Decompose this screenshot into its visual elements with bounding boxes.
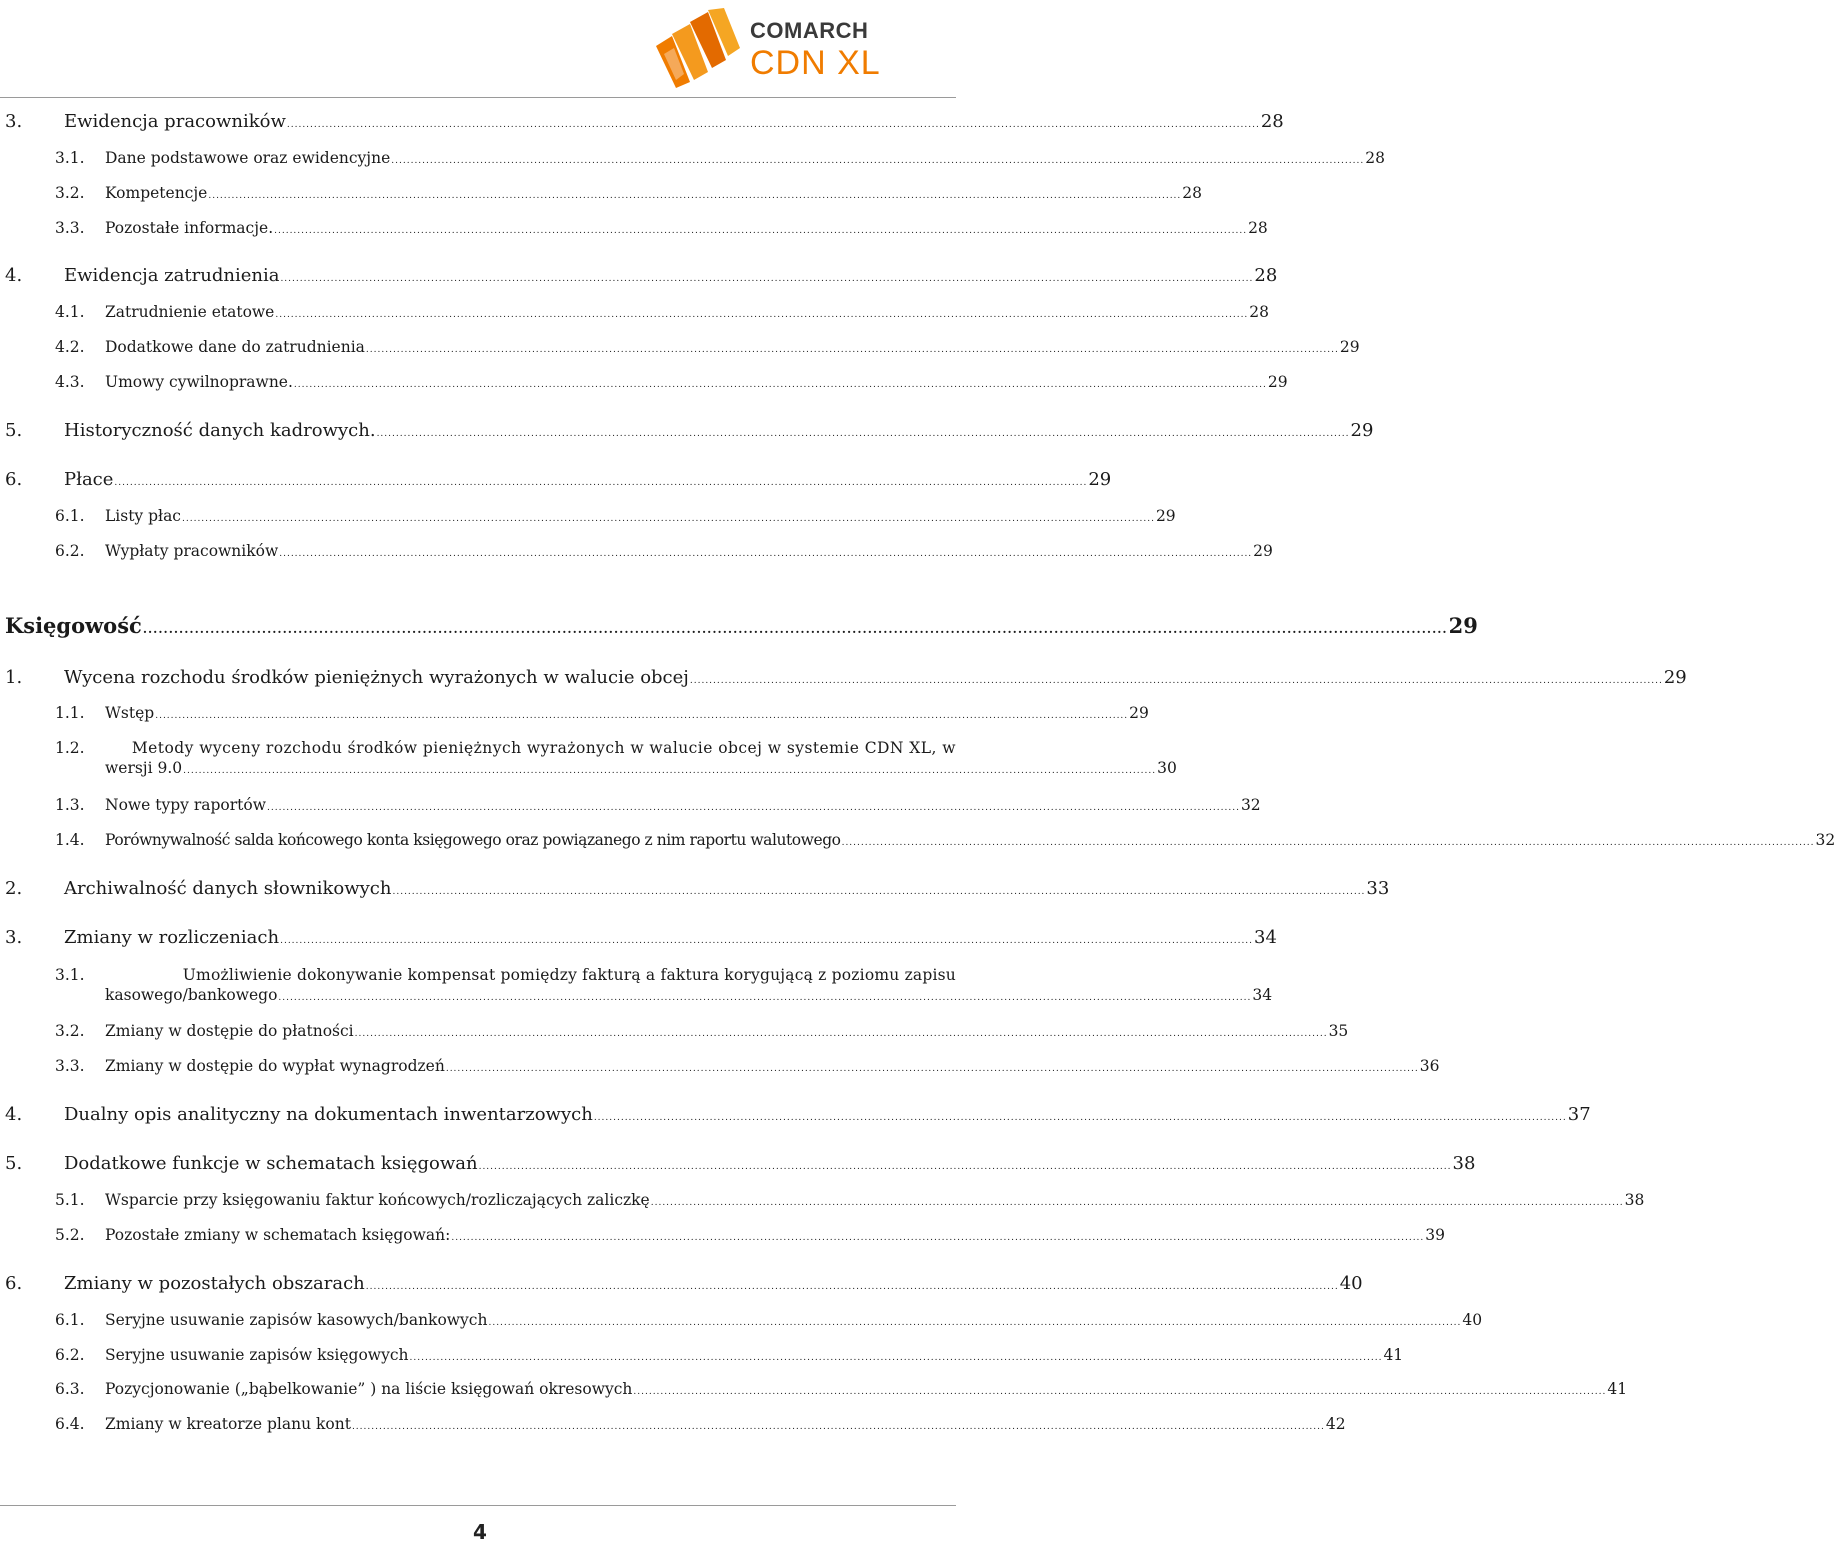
toc-entry-page: 28 bbox=[1249, 303, 1270, 321]
toc-leader-dots: ............................................................................................................................................................................................................................................................ bbox=[650, 1198, 1624, 1208]
toc-entry[interactable] bbox=[55, 184, 1203, 202]
toc-entry-number: 4.1. bbox=[55, 303, 85, 321]
toc-leader-dots: ............................................................................................................................................................................................................................................................ bbox=[114, 478, 1088, 488]
toc-entry-page: 29 bbox=[1339, 338, 1360, 356]
toc-entry[interactable] bbox=[55, 373, 1288, 391]
toc-entry-number: 1.2. bbox=[55, 739, 85, 757]
toc-entry-title: Pozostałe zmiany w schematach księgowań: bbox=[105, 1226, 451, 1244]
toc-entry[interactable] bbox=[5, 1153, 1476, 1174]
toc-entry[interactable] bbox=[55, 1311, 1483, 1329]
toc-leader-dots: ............................................................................................................................................................................................................................................................ bbox=[392, 887, 1366, 897]
toc-entry-page: 28 bbox=[1254, 265, 1278, 286]
toc-entry[interactable] bbox=[55, 338, 1360, 356]
toc-entry-number: 1. bbox=[5, 667, 23, 688]
toc-entry-number: 1.1. bbox=[55, 704, 85, 722]
toc-entry[interactable] bbox=[5, 420, 1374, 441]
toc-entry-number: 3.1. bbox=[55, 149, 85, 167]
toc-entry-title: Seryjne usuwanie zapisów księgowych bbox=[105, 1346, 409, 1364]
toc-entry-title: Zmiany w pozostałych obszarach bbox=[64, 1273, 365, 1294]
header-divider bbox=[0, 97, 956, 98]
toc-leader-dots: ............................................................................................................................................................................................................................................................ bbox=[478, 1162, 1452, 1172]
toc-entry-page: 29 bbox=[1663, 667, 1687, 688]
toc-entry-page: 33 bbox=[1366, 878, 1390, 899]
toc-entry-page: 40 bbox=[1339, 1273, 1363, 1294]
toc-entry[interactable] bbox=[55, 739, 1177, 777]
toc-entry[interactable] bbox=[5, 667, 1687, 688]
toc-entry-title: Pozycjonowanie („bąbelkowanie” ) na liście księgowań okresowych bbox=[105, 1380, 633, 1398]
toc-entry-number: 6. bbox=[5, 1273, 23, 1294]
toc-entry-page: 36 bbox=[1419, 1057, 1440, 1075]
toc-entry[interactable] bbox=[55, 1415, 1346, 1433]
toc-entry[interactable] bbox=[55, 1226, 1446, 1244]
toc-entry-page: 32 bbox=[1815, 831, 1835, 849]
toc-leader-dots: ............................................................................................................................................................................................................................................................ bbox=[280, 274, 1254, 284]
toc-entry-number: 3. bbox=[5, 111, 23, 132]
toc-entry-page: 39 bbox=[1425, 1226, 1446, 1244]
toc-entry[interactable] bbox=[55, 796, 1261, 814]
comarch-cdn-xl-logo bbox=[650, 8, 890, 88]
toc-entry-page: 28 bbox=[1248, 219, 1268, 237]
toc-leader-dots: ............................................................................................................................................................................................................................................................ bbox=[391, 156, 1365, 166]
toc-entry-number: 1.3. bbox=[55, 796, 85, 814]
page-number: 4 bbox=[473, 1520, 487, 1544]
toc-entry-page: 29 bbox=[1088, 469, 1112, 490]
toc-entry[interactable] bbox=[55, 704, 1149, 722]
toc-leader-dots: ............................................................................................................................................................................................................................................................ bbox=[142, 622, 1448, 636]
toc-entry[interactable] bbox=[55, 1380, 1628, 1398]
toc-entry[interactable] bbox=[55, 149, 1385, 167]
toc-entry[interactable] bbox=[5, 469, 1112, 490]
toc-leader-dots: ............................................................................................................................................................................................................................................................ bbox=[445, 1064, 1419, 1074]
toc-entry[interactable] bbox=[55, 1191, 1645, 1209]
toc-leader-dots: ............................................................................................................................................................................................................................................................ bbox=[351, 1422, 1325, 1432]
toc-entry-number: 3.3. bbox=[55, 1057, 85, 1075]
toc-entry[interactable] bbox=[5, 1273, 1363, 1294]
toc-leader-dots: ............................................................................................................................................................................................................................................................ bbox=[279, 549, 1253, 559]
toc-entry-title-continued: kasowego/bankowego bbox=[105, 986, 278, 1004]
toc-entry-title: Kompetencje bbox=[105, 184, 208, 202]
toc-entry[interactable] bbox=[5, 1104, 1591, 1125]
toc-leader-dots: ............................................................................................................................................................................................................................................................ bbox=[182, 514, 1155, 524]
toc-entry-page: 29 bbox=[1448, 613, 1478, 638]
toc-entry-number: 1.4. bbox=[55, 831, 85, 849]
toc-entry-number: 4. bbox=[5, 265, 23, 286]
toc-entry[interactable] bbox=[55, 1022, 1349, 1040]
toc-entry-page: 42 bbox=[1325, 1415, 1346, 1433]
toc-entry-title: Wstęp bbox=[105, 704, 155, 722]
toc-entry-page: 41 bbox=[1383, 1346, 1404, 1364]
toc-leader-dots: ............................................................................................................................................................................................................................................................ bbox=[841, 838, 1815, 848]
toc-entry-title: Nowe typy raportów bbox=[105, 796, 266, 814]
toc-entry-number: 2. bbox=[5, 878, 23, 899]
toc-entry-title: Zmiany w kreatorze planu kont bbox=[105, 1415, 351, 1433]
logo-text-comarch: COMARCH bbox=[750, 18, 869, 43]
toc-leader-dots: ............................................................................................................................................................................................................................................................ bbox=[208, 191, 1182, 201]
toc-leader-dots: ............................................................................................................................................................................................................................................................ bbox=[286, 120, 1260, 130]
toc-entry-page: 29 bbox=[1129, 704, 1149, 722]
toc-entry[interactable] bbox=[55, 303, 1270, 321]
toc-entry-number: 6.4. bbox=[55, 1415, 85, 1433]
toc-part-heading[interactable] bbox=[5, 613, 1478, 638]
toc-entry[interactable] bbox=[55, 831, 1835, 849]
toc-entry[interactable] bbox=[5, 878, 1390, 899]
toc-entry-title: Umowy cywilnoprawne. bbox=[105, 373, 293, 391]
toc-entry-page: 38 bbox=[1452, 1153, 1476, 1174]
toc-entry-number: 4.3. bbox=[55, 373, 85, 391]
toc-entry-title: Listy płac bbox=[105, 507, 181, 525]
toc-entry[interactable] bbox=[5, 265, 1278, 286]
toc-entry-page: 35 bbox=[1328, 1022, 1349, 1040]
toc-entry-page: 28 bbox=[1260, 111, 1284, 132]
toc-entry-page: 40 bbox=[1462, 1311, 1483, 1329]
toc-entry-number: 6.1. bbox=[55, 507, 85, 525]
toc-entry-number: 3. bbox=[5, 927, 23, 948]
toc-entry-number: 3.2. bbox=[55, 184, 85, 202]
toc-entry-title: Seryjne usuwanie zapisów kasowych/bankowych bbox=[105, 1311, 488, 1329]
toc-entry-title: Zmiany w dostępie do wypłat wynagrodzeń bbox=[105, 1057, 445, 1075]
toc-entry-title: Dane podstawowe oraz ewidencyjne bbox=[105, 149, 391, 167]
toc-entry-title: Ewidencja zatrudnienia bbox=[64, 265, 280, 286]
toc-entry-title: Zmiany w dostępie do płatności bbox=[105, 1022, 354, 1040]
toc-entry-page: 41 bbox=[1607, 1380, 1628, 1398]
toc-leader-dots: ............................................................................................................................................................................................................................................................ bbox=[488, 1318, 1462, 1328]
toc-leader-dots: ............................................................................................................................................................................................................................................................ bbox=[280, 936, 1254, 946]
toc-entry-number: 3.3. bbox=[55, 219, 85, 237]
toc-leader-dots: ............................................................................................................................................................................................................................................................ bbox=[633, 1387, 1607, 1397]
toc-leader-dots: ............................................................................................................................................................................................................................................................ bbox=[365, 345, 1339, 355]
toc-entry-number: 3.1. bbox=[55, 966, 85, 984]
toc-entry-title: Porównywalność salda końcowego konta księgowego oraz powiązanego z nim raportu walutowego bbox=[105, 831, 841, 849]
toc-entry[interactable] bbox=[55, 966, 1273, 1004]
toc-entry-page: 34 bbox=[1254, 927, 1277, 948]
toc-entry-number: 6.3. bbox=[55, 1380, 85, 1398]
toc-entry-page: 34 bbox=[1252, 986, 1273, 1004]
toc-leader-dots: ............................................................................................................................................................................................................................................................ bbox=[409, 1353, 1383, 1363]
toc-entry-page: 29 bbox=[1267, 373, 1288, 391]
toc-entry-number: 5. bbox=[5, 1153, 23, 1174]
toc-entry-title: Księgowość bbox=[5, 613, 142, 638]
toc-entry-title: Zatrudnienie etatowe bbox=[105, 303, 275, 321]
toc-entry-number: 6.1. bbox=[55, 1311, 85, 1329]
toc-entry-title: Pozostałe informacje. bbox=[105, 219, 274, 237]
toc-entry-number: 4.2. bbox=[55, 338, 85, 356]
toc-entry-page: 37 bbox=[1567, 1104, 1591, 1125]
toc-entry-number: 5.2. bbox=[55, 1226, 85, 1244]
toc-entry[interactable] bbox=[55, 1346, 1404, 1364]
toc-leader-dots: ............................................................................................................................................................................................................................................................ bbox=[155, 711, 1129, 721]
toc-entry-title: Wypłaty pracowników bbox=[105, 542, 279, 560]
toc-entry-page: 30 bbox=[1157, 759, 1177, 777]
toc-entry-title: Archiwalność danych słownikowych bbox=[64, 878, 392, 899]
toc-entry-number: 5. bbox=[5, 420, 23, 441]
logo-mark-icon bbox=[650, 8, 750, 88]
toc-entry-title: Dualny opis analityczny na dokumentach inwentarzowych bbox=[64, 1104, 593, 1125]
toc-entry[interactable] bbox=[55, 542, 1273, 560]
toc-entry-number: 3.2. bbox=[55, 1022, 85, 1040]
toc-leader-dots: ............................................................................................................................................................................................................................................................ bbox=[451, 1233, 1425, 1243]
toc-entry-title: Dodatkowe funkcje w schematach księgowań bbox=[64, 1153, 478, 1174]
toc-leader-dots: ............................................................................................................................................................................................................................................................ bbox=[293, 380, 1267, 390]
toc-entry-title: Dodatkowe dane do zatrudnienia bbox=[105, 338, 365, 356]
toc-entry[interactable] bbox=[55, 1057, 1440, 1075]
toc-entry-title: Umożliwienie dokonywanie kompensat pomiędzy fakturą a faktura korygującą z poziomu zapisu bbox=[182, 966, 956, 984]
toc-entry[interactable] bbox=[55, 219, 1268, 237]
toc-leader-dots: ............................................................................................................................................................................................................................................................ bbox=[376, 429, 1350, 439]
toc-leader-dots: ............................................................................................................................................................................................................................................................ bbox=[183, 766, 1157, 776]
toc-entry-title: Wsparcie przy księgowaniu faktur końcowych/rozliczających zaliczkę bbox=[105, 1191, 650, 1209]
toc-entry-title-continued: wersji 9.0 bbox=[105, 759, 183, 777]
toc-entry-title: Zmiany w rozliczeniach bbox=[64, 927, 280, 948]
toc-leader-dots: ............................................................................................................................................................................................................................................................ bbox=[267, 803, 1240, 813]
toc-entry-page: 28 bbox=[1182, 184, 1203, 202]
toc-entry-title: Wycena rozchodu środków pieniężnych wyrażonych w walucie obcej bbox=[64, 667, 689, 688]
toc-leader-dots: ............................................................................................................................................................................................................................................................ bbox=[278, 993, 1252, 1003]
toc-leader-dots: ............................................................................................................................................................................................................................................................ bbox=[689, 676, 1663, 686]
toc-entry-number: 6. bbox=[5, 469, 23, 490]
toc-entry[interactable] bbox=[5, 927, 1277, 948]
toc-entry-page: 38 bbox=[1624, 1191, 1645, 1209]
toc-leader-dots: ............................................................................................................................................................................................................................................................ bbox=[593, 1113, 1567, 1123]
toc-leader-dots: ............................................................................................................................................................................................................................................................ bbox=[354, 1029, 1328, 1039]
toc-entry-title: Ewidencja pracowników bbox=[64, 111, 286, 132]
footer-divider bbox=[0, 1505, 956, 1506]
toc-entry-page: 29 bbox=[1253, 542, 1273, 560]
toc-entry-page: 28 bbox=[1365, 149, 1385, 167]
toc-entry-number: 5.1. bbox=[55, 1191, 85, 1209]
logo-text-cdn-xl: CDN XL bbox=[750, 44, 881, 82]
toc-leader-dots: ............................................................................................................................................................................................................................................................ bbox=[274, 226, 1248, 236]
toc-entry-number: 4. bbox=[5, 1104, 23, 1125]
toc-entry-title: Historyczność danych kadrowych. bbox=[64, 420, 376, 441]
toc-entry-title: Metody wyceny rozchodu środków pieniężnych wyrażonych w walucie obcej w systemie CDN XL, w bbox=[131, 739, 956, 757]
toc-entry-number: 6.2. bbox=[55, 542, 85, 560]
toc-entry[interactable] bbox=[5, 111, 1284, 132]
toc-entry-page: 29 bbox=[1350, 420, 1374, 441]
toc-entry-number: 6.2. bbox=[55, 1346, 85, 1364]
toc-entry-page: 32 bbox=[1240, 796, 1261, 814]
toc-entry[interactable] bbox=[55, 507, 1176, 525]
toc-leader-dots: ............................................................................................................................................................................................................................................................ bbox=[275, 310, 1249, 320]
toc-leader-dots: ............................................................................................................................................................................................................................................................ bbox=[365, 1282, 1339, 1292]
toc-entry-page: 29 bbox=[1155, 507, 1176, 525]
toc-entry-title: Płace bbox=[64, 469, 114, 490]
